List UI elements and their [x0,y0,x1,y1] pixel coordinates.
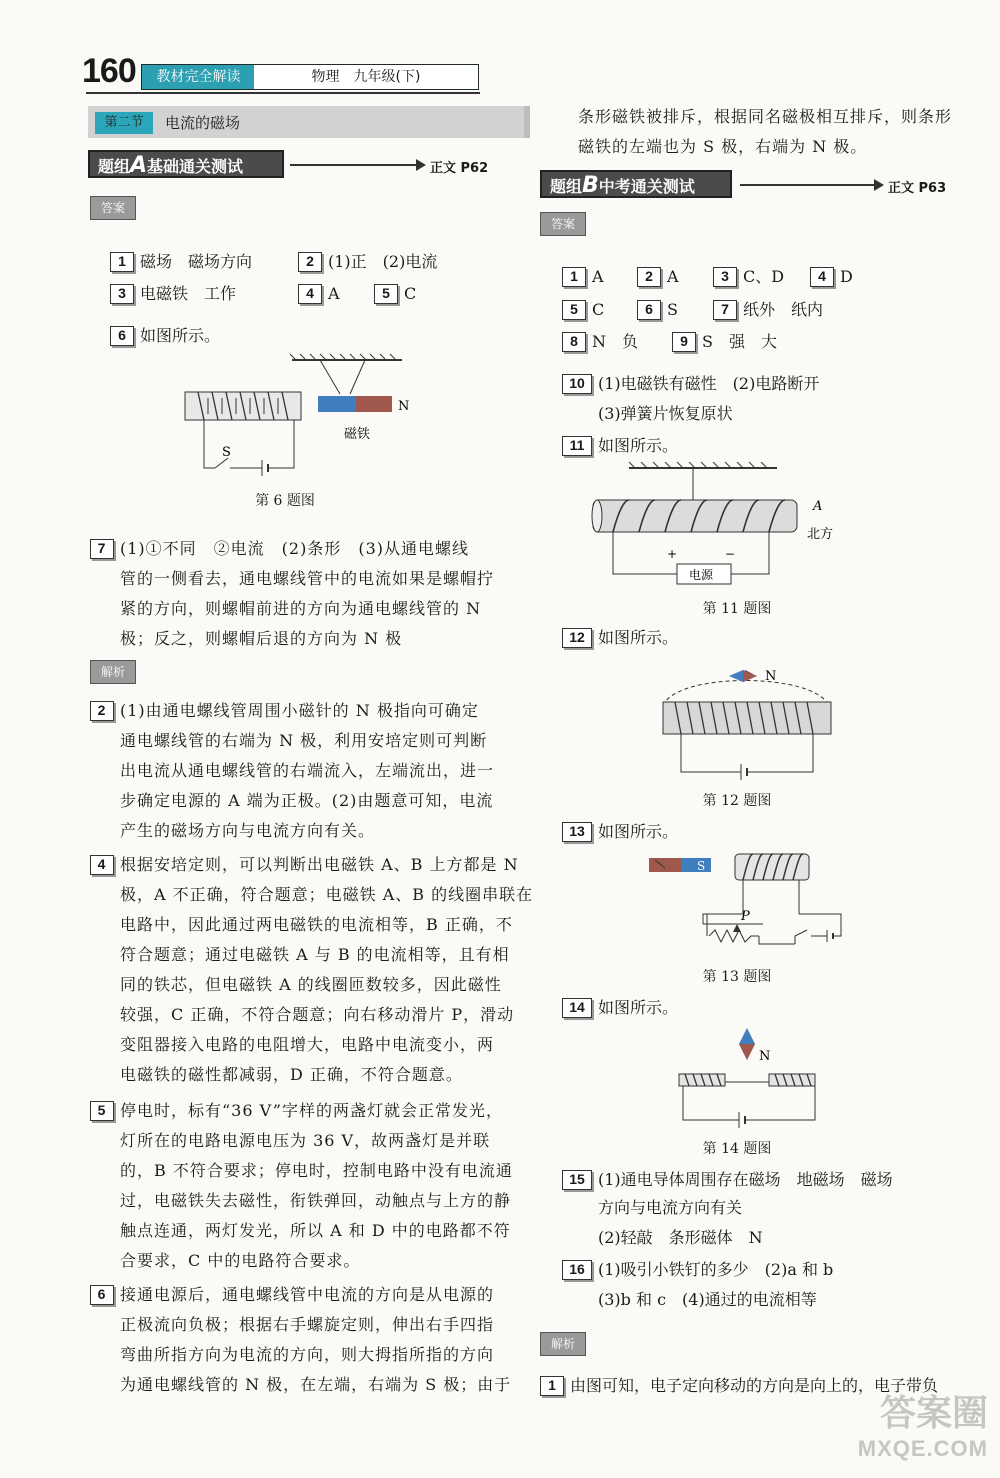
analysis-line: 电路中，因此通过两电磁铁的电流相等，B 正确，不 [120,915,513,934]
banner-prefix: 题组 [550,177,583,196]
answer-11: 11 如图所示。 [562,432,678,460]
figure-11-caption: 第 11 题图 [702,601,772,617]
answer-7-line: 极；反之，则螺帽后退的方向为 N 极 [120,629,403,648]
svg-text:电源: 电源 [689,568,714,582]
page-number: 160 [82,52,136,90]
answer-15-line: 方向与电流方向有关 [598,1198,743,1217]
analysis-line: 灯所在的电路电源电压为 36 V，故两盏灯是并联 [120,1131,491,1150]
answer-7-line: 管的一侧看去，通电螺线管中的电流如果是螺帽拧 [120,569,495,588]
answer-16-line: (3)b 和 c (4)通过的电流相等 [598,1290,817,1309]
banner-letter: A [130,153,148,178]
answer-item: 1 磁场 磁场方向 [110,248,252,276]
group-b-banner [540,170,732,198]
answer-15: 15 (1)通电导体周围存在磁场 地磁场 磁场 [562,1166,893,1194]
svg-text:A: A [813,499,823,514]
banner-text: 中考通关测试 [598,177,695,196]
analysis-line: 合要求，C 中的电路符合要求。 [120,1251,361,1270]
answer-10: 10 (1)电磁铁有磁性 (2)电路断开 [562,370,819,398]
answer-item: 3 电磁铁 工作 [110,280,236,308]
answer-item: 4 D [810,263,853,291]
analysis-tag: 解析 [540,1332,586,1356]
svg-text:N: N [759,1049,771,1064]
analysis-5: 5 停电时，标有“36 V”字样的两盏灯就会正常发光， [90,1096,503,1126]
analysis-tag: 解析 [90,660,136,684]
answer-tag: 答案 [90,196,136,220]
svg-text:+: + [667,547,678,561]
analysis-line: 电磁铁的磁性都减弱，D 正确，不符合题意。 [120,1065,463,1084]
fig6-n-label: N [398,399,410,414]
analysis-line: 触点连通，两灯发光，所以 A 和 D 中的电路都不符 [120,1221,511,1240]
analysis-b1: 1 由图可知，电子定向移动的方向是向上的，电子带负 [540,1372,938,1400]
figure-12-caption: 第 12 题图 [702,793,772,809]
svg-text:S: S [697,859,706,873]
arrow-line [740,184,876,186]
figure-11-diagram [585,462,845,590]
analysis-4: 4 根据安培定则，可以判断出电磁铁 A、B 上方都是 N [90,850,519,880]
subject-label: 物理 九年级(下) [254,64,479,90]
continuation-line: 条形磁铁被排斥，根据同名磁极相互排斥，则条形 [578,107,953,126]
figure-14-caption: 第 14 题图 [702,1141,772,1157]
svg-text:−: − [725,547,736,561]
answer-7-line: 紧的方向，则螺帽前进的方向为通电螺线管的 N [120,599,482,618]
analysis-line: 过，电磁铁失去磁性，衔铁弹回，动触点与上方的静 [120,1191,512,1210]
svg-text:北方: 北方 [807,527,834,542]
analysis-line: 较强，C 正确，不符合题意；向右移动滑片 P，滑动 [120,1005,515,1024]
answer-14: 14 如图所示。 [562,994,678,1022]
answer-10-line: (3)弹簧片恢复原状 [598,404,733,423]
answer-item: 6 如图所示。 [110,322,220,350]
figure-6-caption: 第 6 题图 [255,493,315,509]
book-title: 教材完全解读 [141,64,256,90]
fig6-s-label: S [222,445,231,460]
answer-item: 1 A [562,263,604,291]
section-bar [88,106,530,138]
arrow-icon [874,179,884,191]
figure-12-diagram [645,662,845,784]
answer-item: 7 纸外 纸内 [713,296,823,324]
analysis-line: 通电螺线管的右端为 N 极，利用安培定则可判断 [120,731,488,750]
section-tag: 第二节 [95,112,153,134]
answer-item: 5 C [374,280,416,308]
continuation-line: 磁铁的左端也为 S 极，右端为 N 极。 [578,137,868,156]
banner-letter: B [582,173,599,198]
banner-prefix: 题组 [98,157,131,176]
analysis-line: 弯曲所指方向为电流的方向，则大拇指所指的方向 [120,1345,495,1364]
watermark-logo: 答案圈 MXQE.COM [857,1393,988,1461]
page-ref: 正文 P63 [888,181,947,196]
analysis-6: 6 接通电源后，通电螺线管中电流的方向是从电源的 [90,1280,494,1310]
figure-13-caption: 第 13 题图 [702,969,772,985]
figure-6-diagram [170,352,430,482]
figure-14-diagram [675,1026,825,1130]
svg-text:P: P [741,909,750,924]
answer-item: 6 S [637,296,678,324]
analysis-line: 出电流从通电螺线管的右端流入，左端流出，进一 [120,761,495,780]
group-a-banner [88,150,284,178]
analysis-line: 极，A 不正确，符合题意；电磁铁 A、B 的线圈串联在 [120,885,534,904]
answer-13: 13 如图所示。 [562,818,678,846]
analysis-line: 的，B 不符合要求；停电时，控制电路中没有电流通 [120,1161,513,1180]
arrow-icon [416,159,426,171]
fig6-magnet-label: 磁铁 [344,427,371,442]
answer-tag: 答案 [540,212,586,236]
arrow-line [290,164,418,166]
page-ref: 正文 P62 [430,161,489,176]
analysis-line: 符合题意；通过电磁铁 A 与 B 的电流相等，且有相 [120,945,510,964]
svg-text:N: N [765,669,777,684]
analysis-line: 正极流向负极；根据右手螺旋定则，伸出右手四指 [120,1315,495,1334]
answer-12: 12 如图所示。 [562,624,678,652]
answer-15-line: (2)轻敲 条形磁体 N [598,1228,763,1247]
answer-item: 5 C [562,296,604,324]
answer-7: 7 (1)①不同 ②电流 (2)条形 (3)从通电螺线 [90,534,469,564]
analysis-line: 同的铁芯，但电磁铁 A 的线圈匝数较多，因此磁性 [120,975,502,994]
answer-item: 2 (1)正 (2)电流 [298,248,437,276]
answer-item: 3 C、D [713,263,784,291]
section-title: 电流的磁场 [165,114,241,132]
answer-item: 9 S 强 大 [672,328,777,356]
answer-item: 8 N 负 [562,328,638,356]
analysis-line: 产生的磁场方向与电流方向有关。 [120,821,376,840]
analysis-line: 为通电螺线管的 N 极，在左端，右端为 S 极；由于 [120,1375,512,1394]
analysis-line: 步确定电源的 A 端为正极。(2)由题意可知，电流 [120,791,494,810]
answer-item: 4 A [298,280,340,308]
analysis-line: 变阻器接入电路的电阻增大，电路中电流变小，两 [120,1035,495,1054]
banner-text: 基础通关测试 [147,157,244,176]
header-rule [86,92,480,94]
analysis-2: 2 (1)由通电螺线管周围小磁针的 N 极指向可确定 [90,696,479,726]
answer-item: 2 A [637,263,679,291]
answer-16: 16 (1)吸引小铁钉的多少 (2)a 和 b [562,1256,833,1284]
figure-13-diagram [645,850,855,962]
